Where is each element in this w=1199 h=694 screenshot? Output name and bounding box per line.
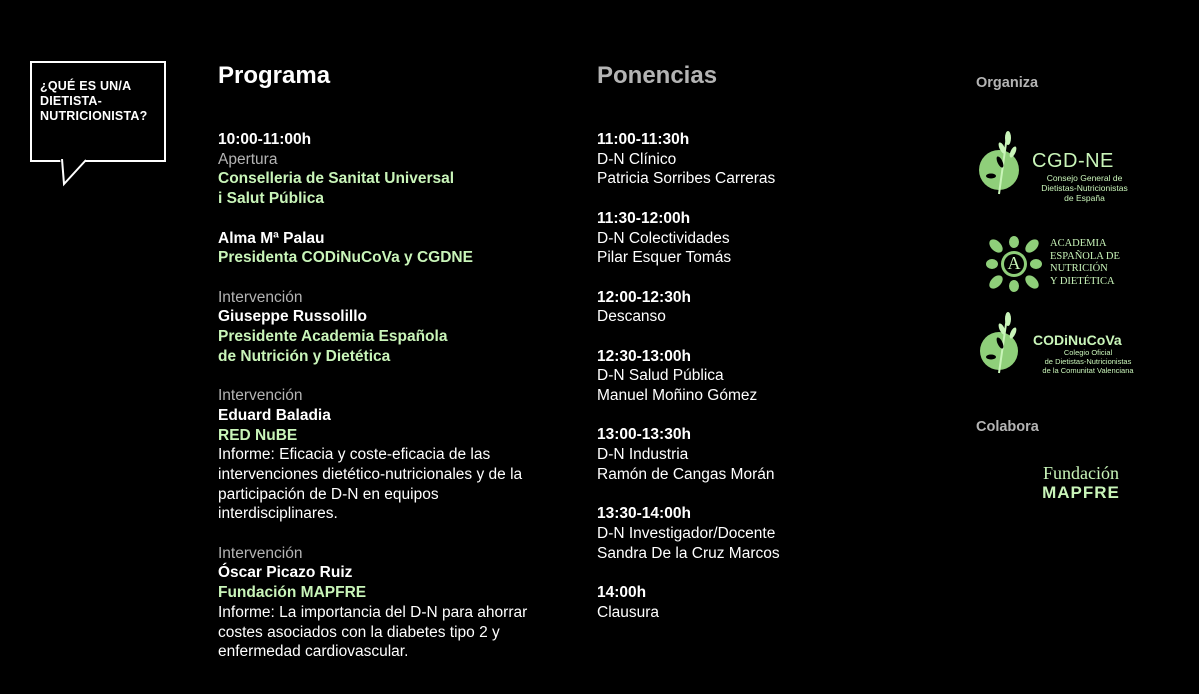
programa-line: Apertura — [218, 150, 278, 168]
ponencia-block — [597, 209, 857, 268]
colabora-title: Colabora — [976, 419, 1039, 435]
programa-line: RED NuBE — [218, 426, 298, 444]
ponencia-time: 11:30-12:00h — [597, 209, 691, 227]
programa-line: Intervención — [218, 387, 303, 405]
ponencia-line: Descanso — [597, 308, 666, 326]
programa-block — [218, 386, 578, 524]
programa-list — [218, 130, 578, 682]
speech-bubble-tail-icon — [60, 159, 90, 187]
ponencia-block — [597, 130, 857, 189]
organiza-title: Organiza — [976, 75, 1039, 91]
ponencia-time: 11:00-11:30h — [597, 131, 690, 148]
ponencia-time: 14:00h — [597, 584, 647, 602]
programa-block — [218, 288, 578, 367]
ponencia-line: Pilar Esquer Tomás — [597, 249, 732, 267]
fundacion-label: Fundación — [1043, 463, 1119, 483]
programa-line: enfermedad cardiovascular. — [218, 643, 409, 661]
ponencia-line: D-N Industria — [597, 446, 689, 464]
codinucova-subtitle: Colegio Oficial de Dietistas-Nutricionistas de la Comunitat Valenciana — [1042, 348, 1134, 375]
ponencia-line: Manuel Moñino Gómez — [597, 387, 758, 405]
ponencias-list — [597, 130, 857, 642]
ponencia-time: 12:30-13:00h — [597, 347, 691, 365]
ponencia-block — [597, 583, 857, 622]
wheat-leaf-icon — [977, 311, 1029, 375]
ponencia-block — [597, 347, 857, 406]
programa-line: de Nutrición y Dietética — [218, 347, 391, 365]
codinucova-logo — [977, 311, 1147, 381]
bubble-text: ¿QUÉ ES UN/A DIETISTA- NUTRICIONISTA? — [40, 79, 148, 123]
ponencia-line: Patricia Sorribes Carreras — [597, 170, 776, 188]
programa-block — [218, 130, 578, 209]
programa-block — [218, 229, 578, 268]
cgdne-subtitle: Consejo General de Dietistas-Nutricionistas de España — [1041, 173, 1128, 203]
ponencias-title: Ponencias — [597, 62, 718, 89]
programa-line: participación de D-N en equipos — [218, 485, 439, 503]
ponencia-line: D-N Investigador/Docente — [597, 524, 776, 542]
ponencia-line: D-N Colectividades — [597, 229, 730, 247]
programa-title: Programa — [218, 62, 331, 89]
wheat-leaf-icon — [977, 128, 1029, 196]
ponencia-line: Clausura — [597, 603, 660, 621]
programa-line: Presidente Academia Española — [218, 328, 448, 345]
ponencia-block — [597, 288, 857, 327]
ponencia-line: D-N Clínico — [597, 150, 677, 168]
ponencia-time: 12:00-12:30h — [597, 288, 691, 306]
programa-line: Informe: La importancia del D-N para ahorrar — [218, 603, 528, 621]
programa-line: Intervención — [218, 288, 303, 306]
programa-line: intervenciones dietético-nutricionales y de la — [218, 465, 523, 483]
programa-line: 10:00-11:00h — [218, 131, 312, 148]
academia-letter: A — [1007, 253, 1021, 273]
ponencia-line: D-N Salud Pública — [597, 367, 724, 385]
ponencia-line: Ramón de Cangas Morán — [597, 465, 775, 483]
programa-line: i Salut Pública — [218, 190, 324, 208]
programa-line: Giuseppe Russolillo — [218, 308, 367, 326]
programa-line: interdisciplinares. — [218, 505, 338, 523]
ponencia-line: Sandra De la Cruz Marcos — [597, 544, 780, 562]
programa-line: Óscar Picazo Ruiz — [218, 564, 353, 582]
cgdne-logo — [977, 128, 1147, 208]
ponencia-time: 13:00-13:30h — [597, 426, 691, 444]
programa-line: Eduard Baladia — [218, 406, 331, 424]
programa-block — [218, 544, 578, 662]
programa-line: Fundación MAPFRE — [218, 584, 367, 602]
programa-line: Alma Mª Palau — [218, 229, 325, 247]
programa-line: costes asociados con la diabetes tipo 2 y — [218, 623, 500, 641]
academia-name: ACADEMIA ESPAÑOLA DE NUTRICIÓN Y DIETÉTICA — [1050, 238, 1120, 287]
speech-bubble — [30, 61, 166, 162]
ponencia-time: 13:30-14:00h — [597, 505, 691, 523]
programa-line: Conselleria de Sanitat Universal — [218, 170, 455, 188]
cgdne-name: CGD-NE — [1032, 150, 1114, 172]
ponencia-block — [597, 425, 857, 484]
programa-line: Presidenta CODiNuCoVa y CGDNE — [218, 249, 473, 267]
programa-line: Intervención — [218, 544, 303, 562]
fundacion-mapfre-logo — [1026, 463, 1136, 503]
programa-line: Informe: Eficacia y coste-eficacia de las — [218, 446, 491, 464]
ponencia-block — [597, 504, 857, 563]
mapfre-label: MAPFRE — [1042, 483, 1120, 502]
codinucova-name: CODiNuCoVa — [1033, 332, 1122, 348]
academia-logo — [986, 236, 1136, 294]
